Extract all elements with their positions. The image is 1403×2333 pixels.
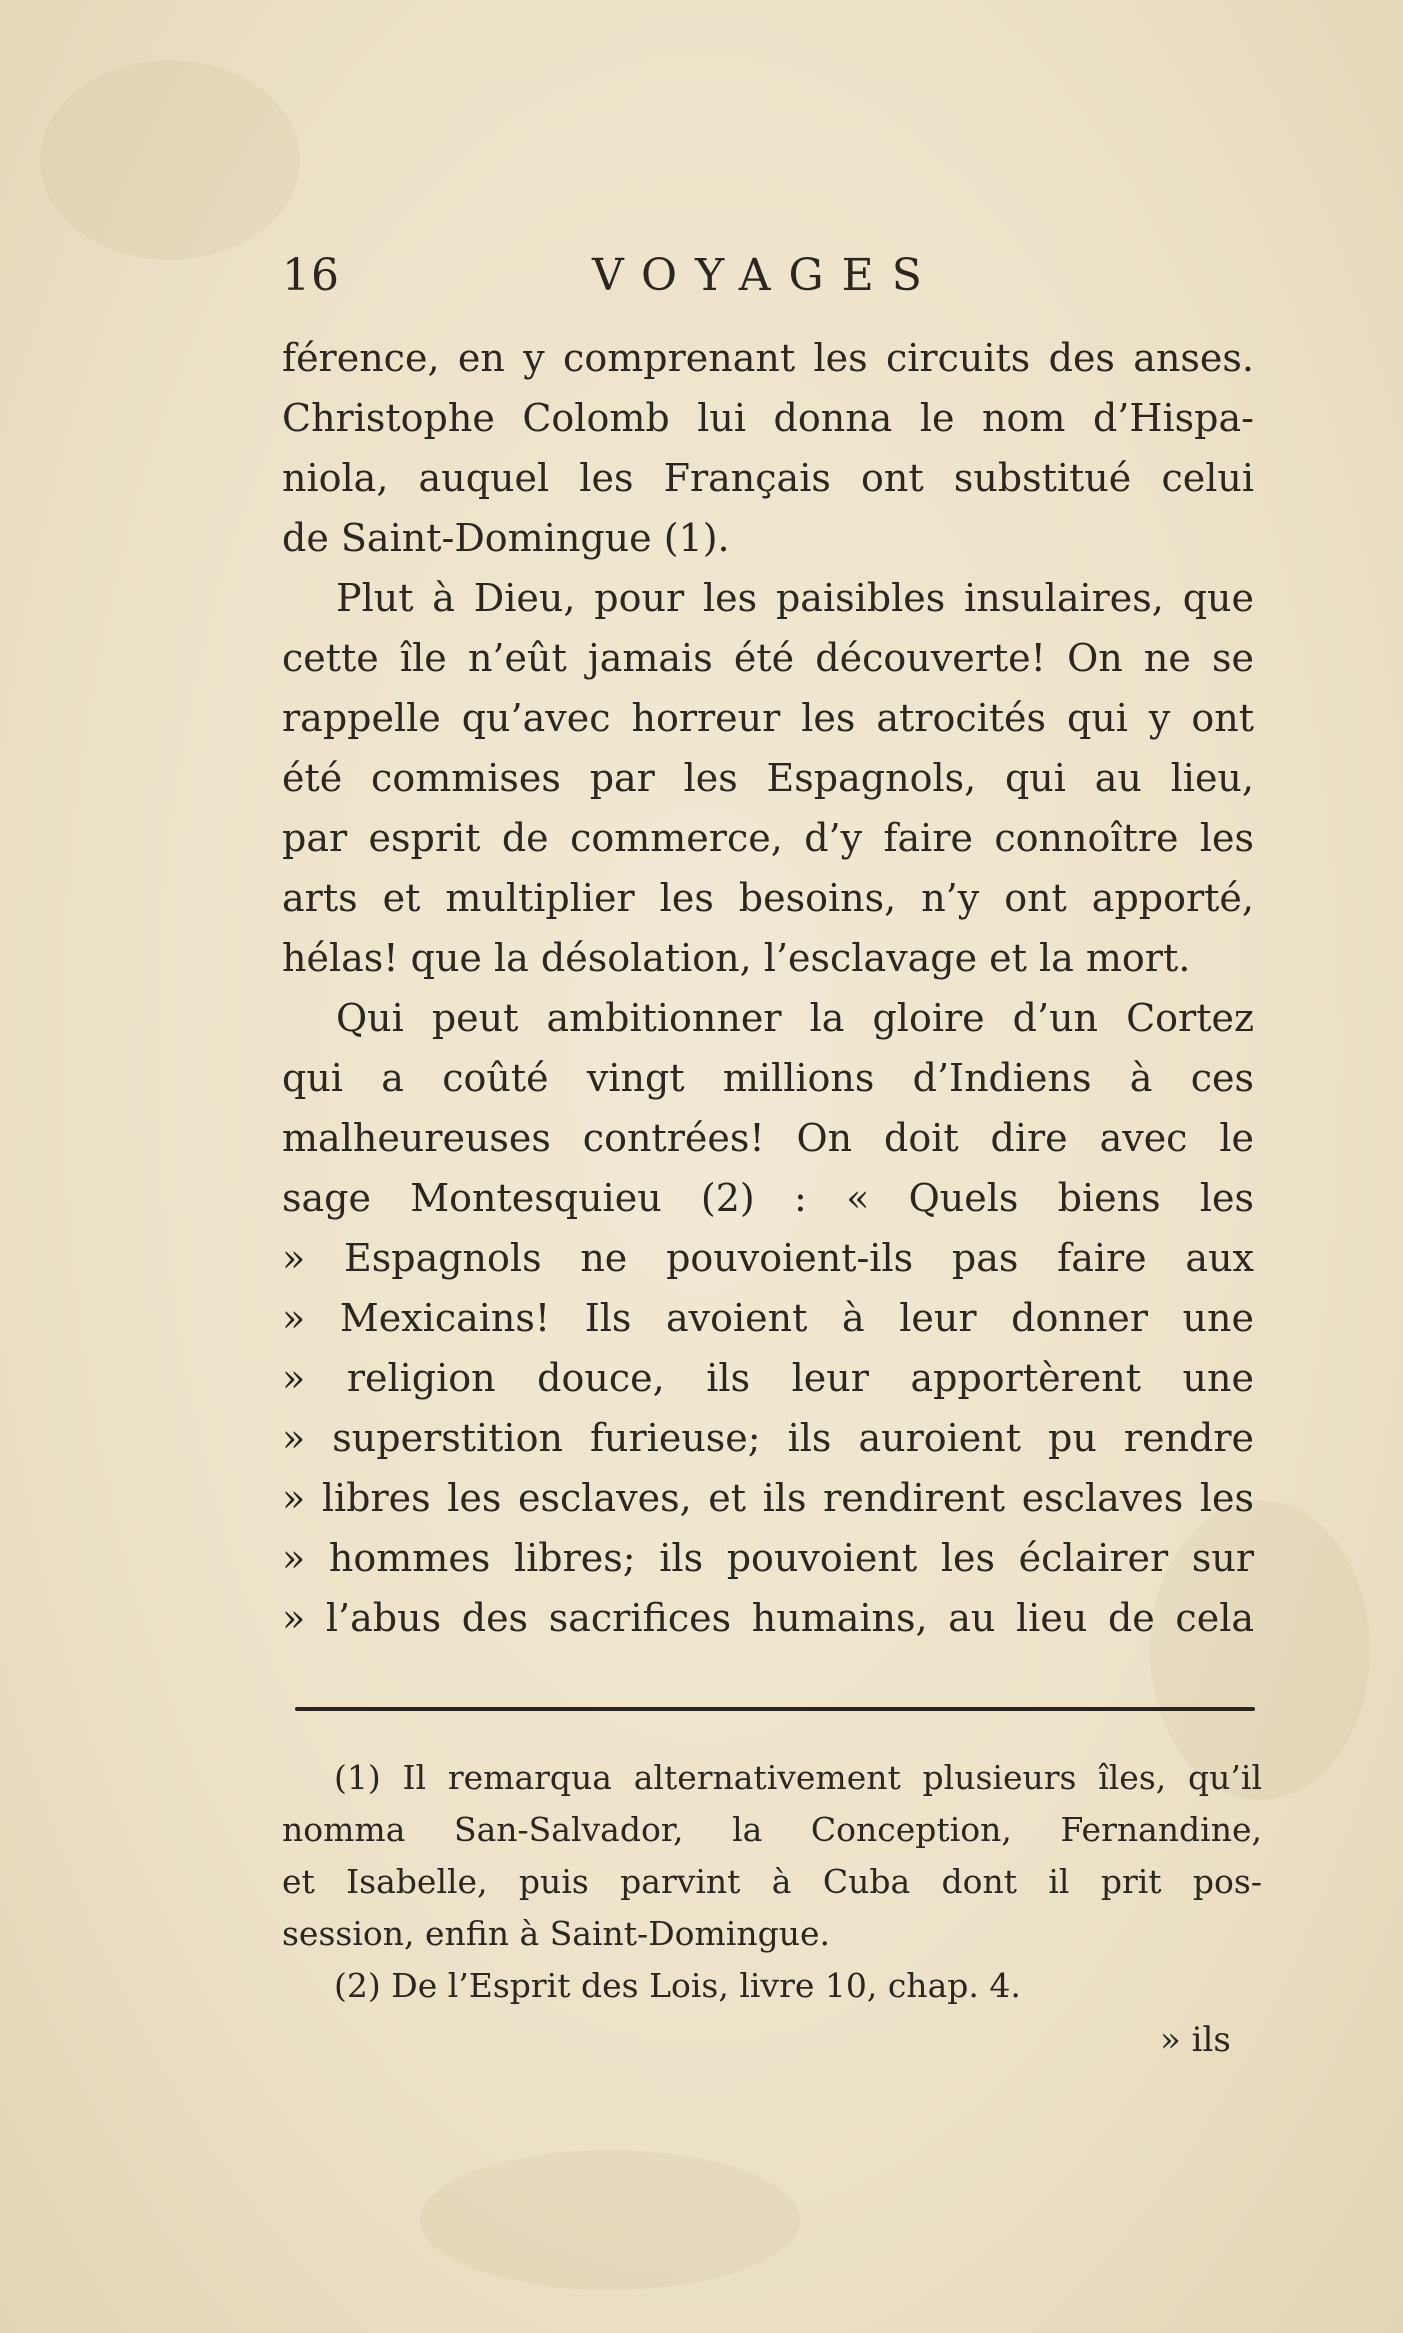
text-line: Qui peut ambitionner la gloire d’un Cortez: [336, 996, 1254, 1040]
text-line: Plut à Dieu, pour les paisibles insulaires, que: [336, 576, 1254, 620]
footnotes: [282, 1752, 1262, 2012]
text-line: sage Montesquieu (2) : « Quels biens les: [282, 1176, 1254, 1220]
running-head: VOYAGES: [592, 250, 940, 301]
text-line: » Mexicains! Ils avoient à leur donner une: [282, 1296, 1254, 1340]
text-line: » hommes libres; ils pouvoient les éclairer sur: [282, 1536, 1254, 1580]
footnote-line: session, enfin à Saint-Domingue.: [282, 1914, 831, 1953]
text-line: malheureuses contrées! On doit dire avec le: [282, 1116, 1254, 1160]
text-line: » libres les esclaves, et ils rendirent esclaves les: [282, 1476, 1254, 1520]
text-line: férence, en y comprenant les circuits des anses.: [282, 336, 1254, 380]
page-number: 16: [282, 250, 340, 301]
page-header: [282, 250, 1262, 310]
text-line: qui a coûté vingt millions d’Indiens à ces: [282, 1056, 1254, 1100]
text-line: Christophe Colomb lui donna le nom d’Hispa-: [282, 396, 1254, 440]
body-text: [282, 328, 1254, 1648]
footnote-line: (1) Il remarqua alternativement plusieurs îles, qu’il: [334, 1758, 1262, 1797]
footnote-rule: [295, 1707, 1255, 1711]
paper-stain: [420, 2150, 800, 2290]
catchword: » ils: [1160, 2020, 1231, 2060]
text-line: » Espagnols ne pouvoient-ils pas faire aux: [282, 1236, 1254, 1280]
footnote-line: (2) De l’Esprit des Lois, livre 10, chap. 4.: [334, 1966, 1021, 2005]
text-line: cette île n’eût jamais été découverte! On ne se: [282, 636, 1254, 680]
text-line: hélas! que la désolation, l’esclavage et la mort.: [282, 936, 1191, 980]
footnote-line: nomma San-Salvador, la Conception, Fernandine,: [282, 1810, 1262, 1849]
text-line: rappelle qu’avec horreur les atrocités qui y ont: [282, 696, 1254, 740]
text-line: » l’abus des sacrifices humains, au lieu de cela: [282, 1596, 1254, 1640]
text-line: » religion douce, ils leur apportèrent une: [282, 1356, 1254, 1400]
text-line: été commises par les Espagnols, qui au lieu,: [282, 756, 1254, 800]
text-line: arts et multiplier les besoins, n’y ont apporté,: [282, 876, 1254, 920]
text-line: de Saint-Domingue (1).: [282, 516, 730, 560]
footnote-line: et Isabelle, puis parvint à Cuba dont il prit pos-: [282, 1862, 1262, 1901]
text-line: niola, auquel les Français ont substitué celui: [282, 456, 1254, 500]
text-line: » superstition furieuse; ils auroient pu rendre: [282, 1416, 1254, 1460]
paper-stain: [40, 60, 300, 260]
text-line: par esprit de commerce, d’y faire connoître les: [282, 816, 1254, 860]
